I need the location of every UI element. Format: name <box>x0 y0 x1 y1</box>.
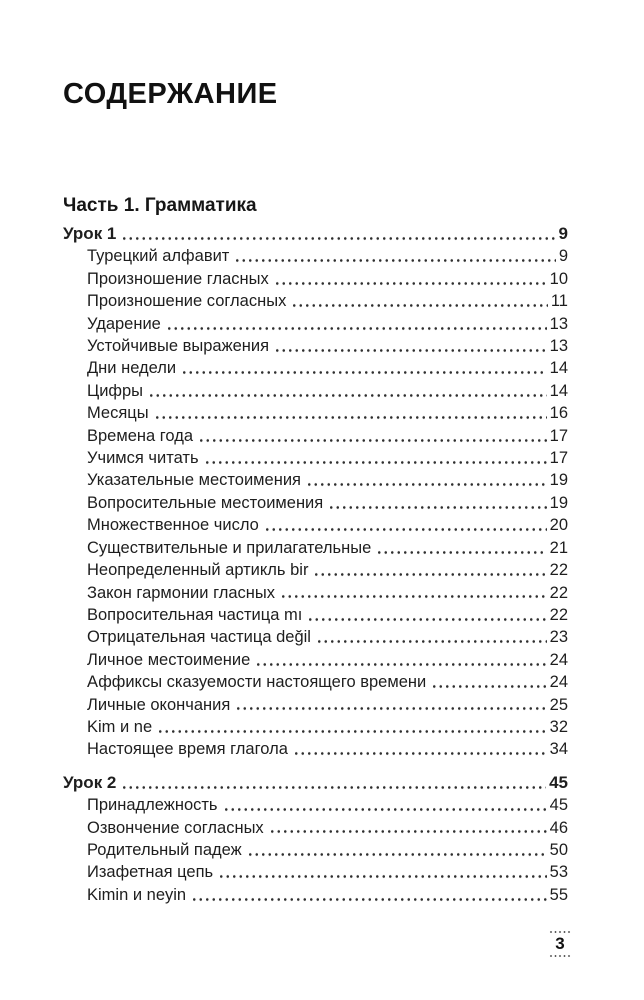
toc-page-number: 11 <box>550 292 568 311</box>
dot-leader <box>429 671 546 693</box>
dot-leader <box>289 290 548 312</box>
dot-leader <box>189 884 547 906</box>
dot-leader <box>314 626 547 648</box>
toc-item-row <box>63 514 568 536</box>
toc-item-row <box>63 582 568 604</box>
toc-item-title: Kim и ne <box>87 717 153 736</box>
dot-leader <box>196 425 547 447</box>
toc-item-row <box>63 335 568 357</box>
toc-item-title: Родительный падеж <box>87 840 242 859</box>
toc-item-title: Существительные и прилагательные <box>87 538 372 557</box>
toc-item-title: Дни недели <box>87 359 177 378</box>
toc-item-row <box>63 884 568 906</box>
toc-item-row <box>63 537 568 559</box>
toc-page-number: 55 <box>549 885 568 904</box>
toc-item-title: Закон гармонии гласных <box>87 583 276 602</box>
toc-item-title: Произношение согласных <box>87 292 287 311</box>
page-title: СОДЕРЖАНИЕ <box>63 78 278 110</box>
lesson-label: Урок 1 <box>63 224 117 243</box>
toc-item-title: Озвончение согласных <box>87 818 264 837</box>
lesson-block <box>63 223 568 761</box>
toc-item-row <box>63 839 568 861</box>
dot-leader <box>278 582 547 604</box>
dot-leader <box>179 357 547 379</box>
dot-leader <box>155 716 546 738</box>
toc-item-row <box>63 671 568 693</box>
dot-leader <box>272 268 547 290</box>
toc-page-number: 50 <box>549 840 568 859</box>
dot-leader <box>216 861 546 883</box>
page-number: 3 <box>555 934 565 953</box>
dot-leader <box>291 738 547 760</box>
dot-leader <box>305 604 546 626</box>
toc-item-title: Произношение гласных <box>87 269 269 288</box>
toc-item-row <box>63 425 568 447</box>
toc-item-title: Вопросительная частица mı <box>87 605 303 624</box>
toc-page-number: 20 <box>549 516 568 535</box>
dot-leader <box>221 794 547 816</box>
dot-leader <box>202 447 547 469</box>
page-footer <box>548 930 572 958</box>
toc-page-number: 46 <box>549 818 568 837</box>
toc-item-title: Турецкий алфавит <box>87 247 230 266</box>
toc-page-number: 13 <box>549 337 568 356</box>
dot-leader <box>233 694 546 716</box>
toc-page-number: 34 <box>549 740 568 759</box>
dot-leader <box>374 537 546 559</box>
lesson-row <box>63 772 568 794</box>
toc-item-row <box>63 817 568 839</box>
toc-item-row <box>63 492 568 514</box>
dot-leader <box>272 335 547 357</box>
toc-item-row <box>63 290 568 312</box>
toc-item-row <box>63 626 568 648</box>
dot-leader <box>311 559 546 581</box>
toc-page-number: 24 <box>549 673 568 692</box>
toc-page-number: 32 <box>549 717 568 736</box>
toc-page-number: 17 <box>549 426 568 445</box>
toc-page-number: 9 <box>558 224 568 243</box>
dot-leader <box>152 402 547 424</box>
toc-page-number: 19 <box>549 471 568 490</box>
toc-item-title: Принадлежность <box>87 796 218 815</box>
toc-item-row <box>63 649 568 671</box>
toc-item-title: Отрицательная частица değil <box>87 628 311 647</box>
toc-page-number: 10 <box>549 269 568 288</box>
section-heading: Часть 1. Грамматика <box>63 195 257 216</box>
dot-leader <box>119 772 546 794</box>
toc-item-row <box>63 694 568 716</box>
toc-item-title: Kimin и neyin <box>87 885 187 904</box>
dot-leader <box>164 313 547 335</box>
toc-item-title: Вопросительные местоимения <box>87 493 324 512</box>
toc-page-number: 22 <box>549 561 568 580</box>
toc <box>63 195 568 906</box>
dot-leader <box>232 245 555 267</box>
lesson-row <box>63 223 568 245</box>
toc-item-title: Аффиксы сказуемости настоящего времени <box>87 673 427 692</box>
toc-item-title: Личные окончания <box>87 695 231 714</box>
toc-item-title: Личное местоимение <box>87 650 251 669</box>
dot-leader <box>262 514 547 536</box>
toc-item-row <box>63 716 568 738</box>
toc-page-number: 19 <box>549 493 568 512</box>
toc-page-number: 16 <box>549 404 568 423</box>
dot-leader <box>146 380 547 402</box>
toc-page-number: 13 <box>549 314 568 333</box>
toc-item-row <box>63 861 568 883</box>
toc-item-title: Месяцы <box>87 404 149 423</box>
toc-item-title: Цифры <box>87 381 144 400</box>
toc-page-number: 9 <box>558 247 568 266</box>
toc-item-row <box>63 268 568 290</box>
toc-item-row <box>63 447 568 469</box>
dot-leader <box>119 223 555 245</box>
toc-page-number: 22 <box>549 605 568 624</box>
dot-leader <box>245 839 547 861</box>
dot-leader <box>267 817 547 839</box>
toc-item-row <box>63 357 568 379</box>
toc-page-number: 45 <box>549 772 568 792</box>
lesson-block <box>63 772 568 906</box>
toc-page-number: 22 <box>549 583 568 602</box>
toc-page-number: 25 <box>549 695 568 714</box>
toc-item-title: Изафетная цепь <box>87 863 214 882</box>
toc-page-number: 14 <box>549 381 568 400</box>
toc-item-row <box>63 559 568 581</box>
toc-item-row <box>63 738 568 760</box>
toc-item-title: Времена года <box>87 426 194 445</box>
toc-item-row <box>63 794 568 816</box>
toc-page-number: 53 <box>549 863 568 882</box>
toc-page-number: 21 <box>549 538 568 557</box>
toc-item-title: Устойчивые выражения <box>87 337 270 356</box>
lesson-label: Урок 2 <box>63 772 117 792</box>
dot-leader <box>326 492 546 514</box>
dot-leader <box>304 469 547 491</box>
toc-item-row <box>63 245 568 267</box>
toc-item-title: Настоящее время глагола <box>87 740 288 759</box>
toc-item-row <box>63 604 568 626</box>
toc-item-row <box>63 313 568 335</box>
toc-item-row <box>63 402 568 424</box>
toc-page-number: 24 <box>549 650 568 669</box>
toc-page-number: 23 <box>549 628 568 647</box>
dot-leader <box>253 649 546 671</box>
toc-item-row <box>63 380 568 402</box>
footer-dots-bottom <box>548 954 572 958</box>
toc-item-row <box>63 469 568 491</box>
toc-page-number: 45 <box>549 796 568 815</box>
toc-page-number: 17 <box>549 449 568 468</box>
toc-item-title: Неопределенный артикль bir <box>87 561 309 580</box>
toc-item-title: Учимся читать <box>87 449 199 468</box>
toc-item-title: Указательные местоимения <box>87 471 301 490</box>
toc-item-title: Ударение <box>87 314 161 333</box>
toc-item-title: Множественное число <box>87 516 259 535</box>
toc-page-number: 14 <box>549 359 568 378</box>
